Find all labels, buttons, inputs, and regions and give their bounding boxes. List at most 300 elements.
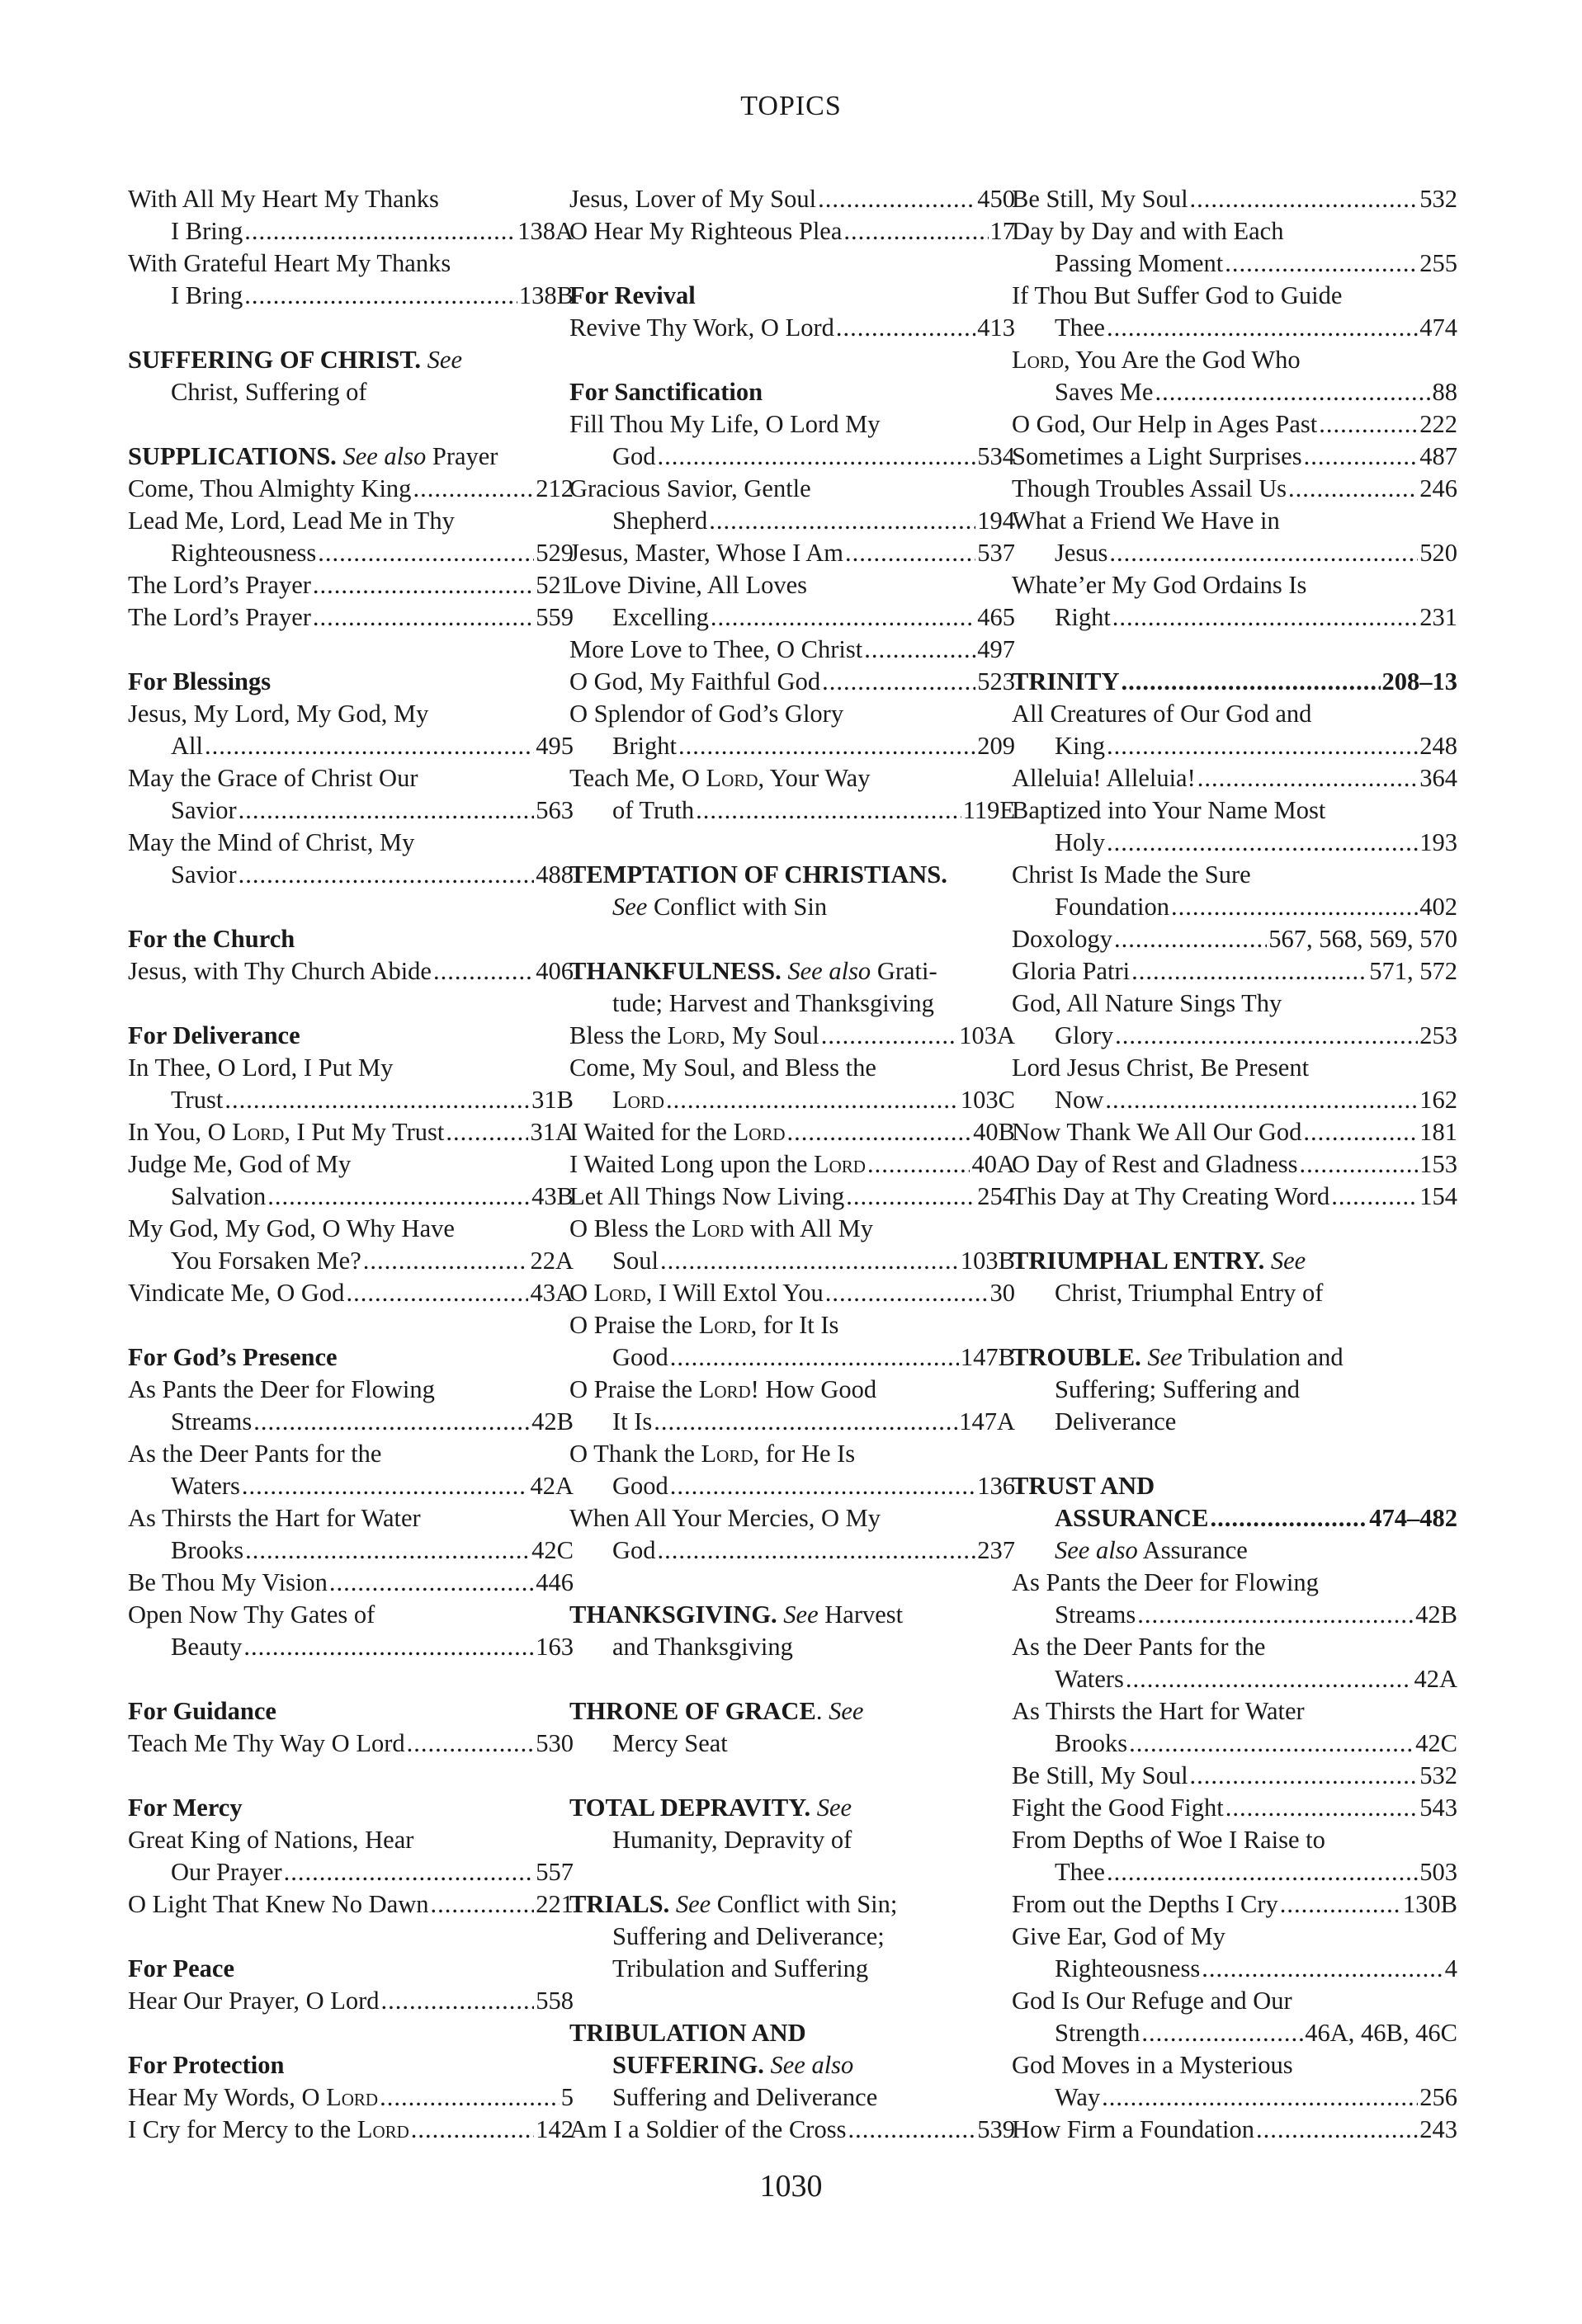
entry-title: The Lord’s Prayer (128, 571, 311, 599)
index-entry (1012, 1728, 1457, 1760)
entry-text-run: Assurance (1137, 1536, 1248, 1564)
entry-title: It Is (612, 1407, 653, 1435)
index-entry (569, 1116, 1015, 1148)
hymn-number: 248 (1419, 732, 1457, 760)
dot-leader (1304, 441, 1419, 473)
index-entry (1012, 1116, 1457, 1148)
index-entry (569, 1599, 1015, 1631)
hymn-number: 162 (1419, 1086, 1457, 1114)
entry-text-run: , I Put My Trust (284, 1118, 445, 1146)
index-entry (1012, 2081, 1457, 2114)
index-entry (1012, 1020, 1457, 1052)
index-entry (569, 1148, 1015, 1181)
entry-text-run: Harvest (818, 1600, 904, 1629)
hymn-number: 31A (530, 1118, 574, 1146)
index-entry (1012, 2049, 1457, 2081)
entry-title (128, 346, 462, 374)
hymn-number: 42A (1414, 1665, 1457, 1693)
hymn-number: 40A (971, 1150, 1015, 1178)
hymn-number: 30 (989, 1279, 1015, 1307)
entry-spacer (1012, 1438, 1457, 1470)
entry-title: For Protection (128, 2051, 285, 2079)
dot-leader (1112, 601, 1418, 634)
index-entry (569, 1695, 1015, 1728)
index-entry (1012, 1148, 1457, 1181)
dot-leader (244, 280, 517, 312)
index-entry (1012, 215, 1457, 247)
dot-leader (1319, 408, 1418, 441)
entry-title: Fill Thou My Life, O Lord My (569, 410, 881, 438)
index-entry (128, 1084, 574, 1116)
entry-text-run: , I Will Extol You (645, 1279, 824, 1307)
entry-title (569, 1311, 838, 1339)
index-entry (569, 2114, 1015, 2146)
entry-title: Give Ear, God of My (1012, 1922, 1225, 1950)
dot-leader (1225, 247, 1418, 280)
entry-title: Suffering and Deliverance; (612, 1922, 885, 1950)
entry-title: Brooks (171, 1536, 244, 1564)
hymn-number: 474–482 (1369, 1504, 1457, 1532)
index-entry (1012, 247, 1457, 280)
entry-title: Humanity, Depravity of (612, 1826, 852, 1854)
index-entry (128, 2114, 574, 2146)
entry-text-run: , You Are the God Who (1063, 346, 1301, 374)
dot-leader (845, 537, 975, 569)
index-entry (569, 1084, 1015, 1116)
entry-title: Our Prayer (171, 1858, 282, 1886)
entry-text-run: with All My (744, 1214, 873, 1242)
index-entry (128, 601, 574, 634)
dot-leader (696, 794, 961, 827)
entry-title: For God’s Presence (128, 1343, 338, 1371)
dot-leader (670, 1341, 959, 1374)
entry-title: Judge Me, God of My (128, 1150, 352, 1178)
index-entry (1012, 1760, 1457, 1792)
entry-title: O Light That Knew No Dawn (128, 1890, 429, 1918)
index-entry (1012, 2017, 1457, 2049)
index-column-2 (569, 183, 1015, 2146)
entry-text-run: O Praise the (569, 1375, 699, 1403)
hymn-number: 103A (959, 1021, 1015, 1049)
dot-leader (1107, 827, 1418, 859)
dot-leader (1107, 312, 1418, 344)
hymn-number: 246 (1419, 474, 1457, 502)
hymn-number: 520 (1419, 539, 1457, 567)
index-heading (128, 1953, 574, 1985)
entry-title: Beauty (171, 1633, 243, 1661)
index-entry (128, 955, 574, 988)
entry-title: Saves Me (1055, 378, 1154, 406)
entry-text-run: Lord (667, 1021, 720, 1049)
entry-title: Trust (171, 1086, 224, 1114)
entry-title: When All Your Mercies, O My (569, 1504, 881, 1532)
index-entry (128, 1374, 574, 1406)
index-entry (569, 1213, 1015, 1245)
dot-leader (205, 730, 534, 762)
entry-text-run: , for It Is (750, 1311, 839, 1339)
entry-text-run: , My Soul (719, 1021, 819, 1049)
entry-text-run: See (810, 1794, 852, 1822)
hymn-number: 539 (977, 2115, 1015, 2143)
index-entry (1012, 441, 1457, 473)
entry-text-run: Teach Me, O (569, 764, 706, 792)
index-heading (569, 2017, 1015, 2049)
index-entry (569, 505, 1015, 537)
hymn-number: 138A (517, 217, 574, 245)
hymn-number: 231 (1419, 603, 1457, 631)
index-entry (1012, 1695, 1457, 1728)
dot-leader (363, 1245, 529, 1277)
hymn-number: 532 (1419, 185, 1457, 213)
hymn-number: 40B (973, 1118, 1015, 1146)
hymn-number: 42C (531, 1536, 574, 1564)
dot-leader (821, 1020, 957, 1052)
entry-title: You Forsaken Me? (171, 1247, 361, 1275)
dot-leader (407, 1728, 535, 1760)
index-entry (1012, 762, 1457, 794)
index-entry (1012, 1824, 1457, 1856)
index-entry (128, 1985, 574, 2017)
index-entry (1012, 569, 1457, 601)
entry-title: Whate’er My God Ordains Is (1012, 571, 1307, 599)
index-entry (569, 698, 1015, 730)
entry-title: Baptized into Your Name Most (1012, 796, 1326, 824)
entry-title: Savior (171, 796, 237, 824)
entry-title: Though Troubles Assail Us (1012, 474, 1287, 502)
entry-title: From Depths of Woe I Raise to (1012, 1826, 1325, 1854)
index-entry (569, 215, 1015, 247)
entry-title: How Firm a Foundation (1012, 2115, 1254, 2143)
entry-title: May the Grace of Christ Our (128, 764, 418, 792)
dot-leader (787, 1116, 972, 1148)
hymn-number: 147A (959, 1407, 1015, 1435)
entry-text-run: See (421, 346, 462, 374)
hymn-number: 530 (536, 1729, 574, 1757)
entry-title: Open Now Thy Gates of (128, 1600, 375, 1629)
hymn-number: 193 (1419, 828, 1457, 856)
entry-text-run: , Your Way (758, 764, 871, 792)
dot-leader (1141, 2017, 1303, 2049)
dot-leader (1107, 730, 1418, 762)
entry-title: From out the Depths I Cry (1012, 1890, 1278, 1918)
hymn-number: 42A (530, 1472, 574, 1500)
dot-leader (1197, 762, 1419, 794)
entry-title: Be Still, My Soul (1012, 1761, 1188, 1789)
index-entry (569, 1470, 1015, 1502)
entry-title: My God, My God, O Why Have (128, 1214, 455, 1242)
hymn-number: 495 (536, 732, 574, 760)
entry-title: Good (612, 1472, 668, 1500)
index-entry (569, 1534, 1015, 1567)
index-entry (1012, 1406, 1457, 1438)
entry-text-run: SUPPLICATIONS. (128, 442, 337, 470)
entry-title: Jesus (1055, 539, 1108, 567)
index-entry (1012, 183, 1457, 215)
entry-spacer (128, 988, 574, 1020)
entry-text-run: Lord (692, 1214, 744, 1242)
dot-leader (836, 312, 975, 344)
index-entry (128, 730, 574, 762)
entry-title: Waters (171, 1472, 240, 1500)
hymn-number: 503 (1419, 1858, 1457, 1886)
index-heading (128, 923, 574, 955)
index-heading (128, 2049, 574, 2081)
entry-title: For Guidance (128, 1697, 276, 1725)
entry-title: God Is Our Refuge and Our (1012, 1987, 1292, 2015)
hymn-number: 256 (1419, 2083, 1457, 2111)
index-entry (128, 2081, 574, 2114)
entry-title: Teach Me Thy Way O Lord (128, 1729, 405, 1757)
index-entry (569, 1052, 1015, 1084)
entry-title: As the Deer Pants for the (1012, 1633, 1266, 1661)
index-entry (1012, 1502, 1457, 1534)
entry-title (1012, 346, 1301, 374)
index-entry (128, 1599, 574, 1631)
entry-text-run: TRIALS. (569, 1890, 670, 1918)
entry-title: Suffering; Suffering and (1055, 1375, 1301, 1403)
entry-title: Righteousness (171, 539, 317, 567)
index-entry (128, 1052, 574, 1084)
entry-title: Be Thou My Vision (128, 1568, 328, 1596)
entry-title: Brooks (1055, 1729, 1128, 1757)
entry-text-run: O (569, 1279, 594, 1307)
index-entry (569, 1341, 1015, 1374)
index-heading (1012, 1470, 1457, 1502)
index-entry (569, 1277, 1015, 1309)
entry-text-run: See also (781, 957, 871, 985)
entry-title (569, 1600, 903, 1629)
entry-title: This Day at Thy Creating Word (1012, 1182, 1330, 1210)
index-entry (1012, 1534, 1457, 1567)
dot-leader (1225, 1792, 1419, 1824)
entry-title: ASSURANCE (1055, 1504, 1209, 1532)
hymn-number: 413 (977, 313, 1015, 342)
dot-leader (709, 505, 975, 537)
hymn-number: 237 (977, 1536, 1015, 1564)
dot-leader (284, 1856, 535, 1888)
hymn-number: 221 (536, 1890, 574, 1918)
dot-leader (313, 601, 534, 634)
entry-title (128, 442, 498, 470)
index-entry (128, 505, 574, 537)
entry-title: With All My Heart My Thanks (128, 185, 439, 213)
entry-spacer (128, 312, 574, 344)
entry-spacer (569, 1760, 1015, 1792)
dot-leader (1288, 473, 1418, 505)
index-entry (1012, 1792, 1457, 1824)
entry-text-run: Lord (814, 1150, 866, 1178)
dot-leader (818, 183, 975, 215)
hymn-number: 446 (536, 1568, 574, 1596)
entry-title: God Moves in a Mysterious (1012, 2051, 1293, 2079)
entry-title: Thee (1055, 313, 1105, 342)
dot-leader (411, 2114, 534, 2146)
hymn-number: 253 (1419, 1021, 1457, 1049)
dot-leader (346, 1277, 528, 1309)
index-entry (1012, 408, 1457, 441)
index-entry (569, 1245, 1015, 1277)
entry-title (1055, 1536, 1248, 1564)
index-entry (1012, 1921, 1457, 1953)
entry-title (612, 1084, 664, 1116)
entry-title: Good (612, 1343, 668, 1371)
index-entry (128, 280, 574, 312)
entry-title (569, 1214, 873, 1242)
hymn-number: 243 (1419, 2115, 1457, 2143)
entry-text-run: Lord (232, 1118, 285, 1146)
index-heading (128, 1695, 574, 1728)
dot-leader (1109, 537, 1418, 569)
entry-text-run: See also (763, 2051, 854, 2079)
dot-leader (658, 1534, 976, 1567)
hymn-number: 474 (1419, 313, 1457, 342)
index-entry (569, 1824, 1015, 1856)
index-entry (1012, 988, 1457, 1020)
index-entry (569, 569, 1015, 601)
index-entry (569, 441, 1015, 473)
index-entry (1012, 1084, 1457, 1116)
entry-text-run: THRONE OF GRACE (569, 1697, 816, 1725)
entry-title (569, 1148, 866, 1181)
index-entry (569, 1406, 1015, 1438)
index-entry (1012, 1631, 1457, 1663)
entry-spacer (128, 1663, 574, 1695)
entry-title (128, 1116, 444, 1148)
entry-title: Lord Jesus Christ, Be Present (1012, 1054, 1310, 1082)
entry-title (569, 1277, 824, 1309)
entry-title: Excelling (612, 603, 709, 631)
entry-title: Let All Things Now Living (569, 1182, 845, 1210)
dot-leader (660, 1245, 959, 1277)
index-entry (128, 762, 574, 794)
dot-leader (238, 859, 535, 891)
entry-title: Sometimes a Light Surprises (1012, 442, 1302, 470)
dot-leader (848, 2114, 975, 2146)
index-heading (128, 1341, 574, 1374)
entry-title: O Splendor of God’s Glory (569, 700, 844, 728)
hymn-number: 571, 572 (1369, 957, 1457, 985)
entry-title: Streams (1055, 1600, 1136, 1629)
entry-text-run: SUFFERING. (612, 2051, 764, 2079)
index-entry (1012, 1856, 1457, 1888)
entry-title: All Creatures of Our God and (1012, 700, 1312, 728)
dot-leader (1190, 183, 1419, 215)
index-entry (1012, 1599, 1457, 1631)
hymn-number: 4 (1444, 1954, 1457, 1982)
entry-title: Vindicate Me, O God (128, 1279, 345, 1307)
entry-title: Jesus, Lover of My Soul (569, 185, 817, 213)
entry-title: O Hear My Righteous Plea (569, 217, 843, 245)
index-entry (569, 2049, 1015, 2081)
entry-title: Jesus, My Lord, My God, My (128, 700, 429, 728)
index-entry (569, 473, 1015, 505)
entry-title: Strength (1055, 2019, 1140, 2047)
entry-title: For Sanctification (569, 378, 763, 406)
entry-title: For Peace (128, 1954, 234, 1982)
index-entry (128, 247, 574, 280)
entry-title: Streams (171, 1407, 253, 1435)
entry-spacer (128, 1760, 574, 1792)
index-entry (128, 1502, 574, 1534)
dot-leader (1155, 376, 1430, 408)
index-entry (1012, 891, 1457, 923)
index-entry (128, 698, 574, 730)
dot-leader (1256, 2114, 1418, 2146)
entry-title: Come, Thou Almighty King (128, 474, 412, 502)
entry-title: Glory (1055, 1021, 1114, 1049)
index-entry (1012, 1341, 1457, 1374)
entry-title (569, 1375, 876, 1403)
index-entry (569, 537, 1015, 569)
index-entry (128, 1245, 574, 1277)
entry-title (569, 1020, 819, 1052)
hymn-number: 532 (1419, 1761, 1457, 1789)
entry-title: The Lord’s Prayer (128, 603, 311, 631)
entry-text-run: Lord (1012, 346, 1064, 374)
entry-title: God (612, 442, 656, 470)
hymn-number: 46A, 46B, 46C (1305, 2019, 1457, 2047)
hymn-number: 563 (536, 796, 574, 824)
hymn-number: 521 (536, 571, 574, 599)
hymn-number: 558 (536, 1987, 574, 2015)
index-entry (128, 183, 574, 215)
index-entry (1012, 376, 1457, 408)
index-heading (569, 859, 1015, 891)
entry-title: of Truth (612, 796, 695, 824)
entry-text-run: Lord (326, 2083, 379, 2111)
entry-text-run: . (815, 1697, 829, 1725)
hymn-number: 529 (536, 539, 574, 567)
entry-title: As Pants the Deer for Flowing (128, 1375, 435, 1403)
index-entry (128, 473, 574, 505)
index-heading (128, 666, 574, 698)
index-entry (128, 1824, 574, 1856)
entry-title: Doxology (1012, 925, 1112, 953)
dot-leader (433, 955, 534, 988)
index-entry (569, 183, 1015, 215)
entry-title (569, 957, 937, 985)
hymn-number: 402 (1419, 893, 1457, 921)
dot-leader (1303, 1116, 1418, 1148)
dot-leader (678, 730, 975, 762)
index-entry (1012, 344, 1457, 376)
entry-spacer (128, 1921, 574, 1953)
entry-title: TEMPTATION OF CHRISTIANS. (569, 860, 947, 889)
entry-title: As Thirsts the Hart for Water (128, 1504, 421, 1532)
hymn-number: 254 (977, 1182, 1015, 1210)
entry-title: Be Still, My Soul (1012, 185, 1188, 213)
index-entry (569, 988, 1015, 1020)
entry-title: Love Divine, All Loves (569, 571, 808, 599)
entry-title (569, 1116, 786, 1148)
entry-title: Way (1055, 2083, 1101, 2111)
hymn-number: 194 (977, 507, 1015, 535)
index-entry (569, 1792, 1015, 1824)
index-heading (569, 376, 1015, 408)
index-entry (569, 2081, 1015, 2114)
entry-text-run: See also (1055, 1536, 1138, 1564)
hymn-number: 406 (536, 957, 574, 985)
entry-title: God (612, 1536, 656, 1564)
hymn-number: 136 (977, 1472, 1015, 1500)
index-heading (128, 1020, 574, 1052)
index-entry (128, 537, 574, 569)
hymn-number: 43A (530, 1279, 574, 1307)
hymn-number: 163 (536, 1633, 574, 1661)
dot-leader (224, 1084, 530, 1116)
index-entry (1012, 1953, 1457, 1985)
index-column-3 (1012, 183, 1457, 2146)
